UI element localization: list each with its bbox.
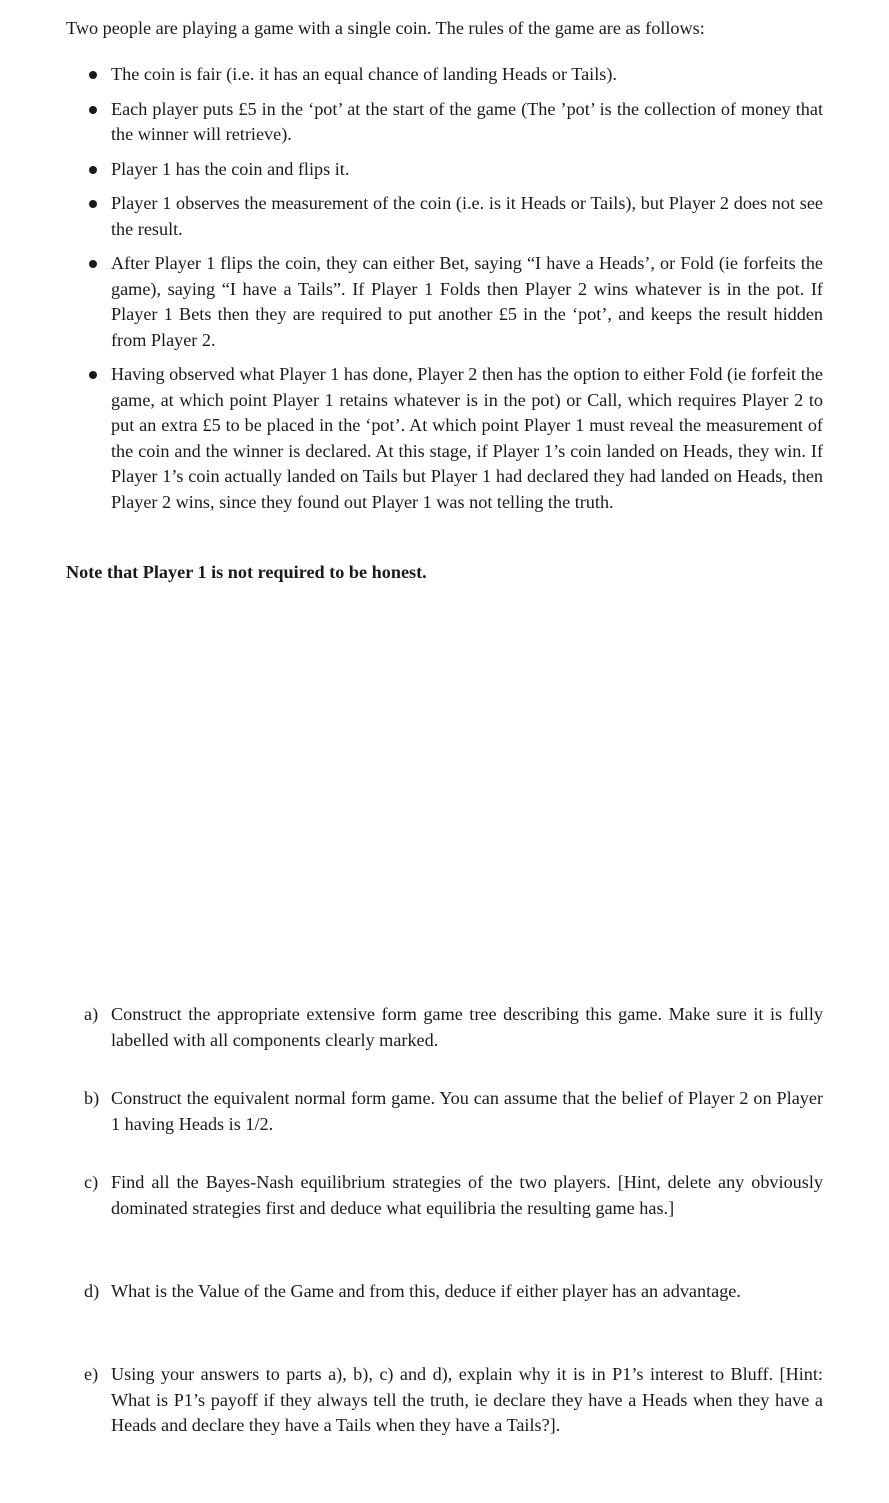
rule-item — [0, 157, 823, 183]
bullet-icon — [89, 106, 97, 114]
rule-text: Each player puts £5 in the ‘pot’ at the start of the game (The ’pot’ is the collection of money that the winner will retrieve). — [111, 98, 823, 144]
question-text: Using your answers to parts a), b), c) and d), explain why it is in P1’s interest to Bluff. [Hint: What is P1’s payoff if they always tell the truth, ie declare they have a Heads when they have a Heads and declare they have a Tails when they have a Tails?]. — [111, 1364, 823, 1435]
bullet-icon — [89, 71, 97, 79]
question-label: e) — [84, 1364, 99, 1384]
bullet-icon — [89, 260, 97, 268]
question-label: c) — [84, 1172, 99, 1192]
question-text: Find all the Bayes-Nash equilibrium strategies of the two players. [Hint, delete any obviously dominated strategies first and deduce what equilibria the resulting game has.] — [111, 1172, 823, 1218]
rule-item — [0, 362, 823, 515]
question-text: Construct the equivalent normal form game. You can assume that the belief of Player 2 on Player 1 having Heads is 1/2. — [111, 1088, 823, 1134]
question-label: b) — [84, 1088, 100, 1108]
question-text: What is the Value of the Game and from this, deduce if either player has an advantage. — [111, 1281, 741, 1301]
question-text: Construct the appropriate extensive form game tree describing this game. Make sure it is fully labelled with all components clearly marked. — [111, 1004, 823, 1050]
rule-item — [0, 191, 823, 242]
rule-item — [0, 97, 823, 148]
rule-text: Player 1 observes the measurement of the coin (i.e. is it Heads or Tails), but Player 2 does not see the result. — [111, 193, 823, 239]
rule-item — [0, 251, 823, 353]
rule-text: Having observed what Player 1 has done, Player 2 then has the option to either Fold (ie forfeit the game, at which point Player 1 retains whatever is in the pot) or Call, which requires Player 2 to put an extra £5 to be placed in the ‘pot’. At which point Player 1 must reveal the measurement of the coin and the winner is declared. At this stage, if Player 1’s coin landed on Heads, they win. If Player 1’s coin actually landed on Tails but Player 1 had declared they had landed on Heads, then Player 2 wins, since they found out Player 1 was not telling the truth. — [111, 364, 823, 512]
bullet-icon — [89, 371, 97, 379]
note-text: Note that Player 1 is not required to be honest. — [66, 562, 427, 582]
rule-text: The coin is fair (i.e. it has an equal chance of landing Heads or Tails). — [111, 64, 617, 84]
rule-text: Player 1 has the coin and flips it. — [111, 158, 350, 179]
bullet-icon — [89, 166, 97, 174]
rules-list — [0, 62, 889, 524]
rule-item — [0, 62, 823, 88]
intro-paragraph: Two people are playing a game with a single coin. The rules of the game are as follows: — [66, 18, 705, 38]
question-label: a) — [84, 1004, 99, 1024]
question-label: d) — [84, 1281, 100, 1301]
bullet-icon — [89, 200, 97, 208]
rule-text: After Player 1 flips the coin, they can either Bet, saying “I have a Heads’, or Fold (ie forfeits the game), saying “I have a Tails”. If Player 1 Folds then Player 2 wins whatever is in the pot. If Player 1 Bets then they are required to put another £5 in the ‘pot’, and keeps the result hidden from Player 2. — [111, 253, 823, 350]
